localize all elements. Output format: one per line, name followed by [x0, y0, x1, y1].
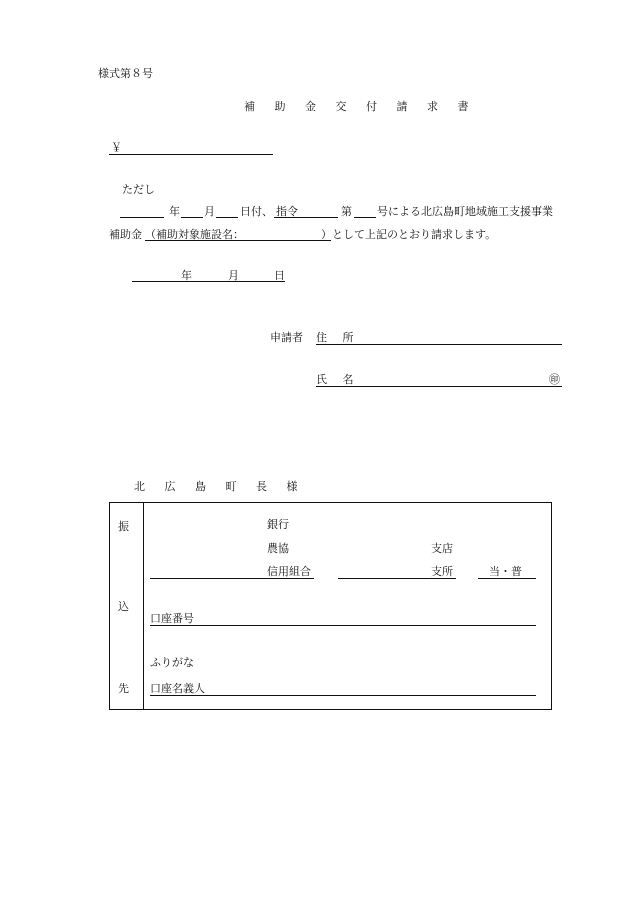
transfer-divider	[143, 502, 144, 710]
month-label: 月	[204, 205, 215, 218]
account-type-label: 当・普	[489, 565, 522, 578]
date-month: 月	[228, 269, 239, 282]
directive-label: 指令	[276, 205, 298, 218]
directive-number-blank[interactable]	[298, 217, 338, 218]
branch-office-label: 支所	[431, 565, 453, 578]
tadashi-label: ただし	[122, 183, 155, 196]
name-field[interactable]	[316, 386, 562, 387]
facility-close: ）	[321, 228, 332, 241]
transfer-char-2: 込	[118, 600, 129, 613]
month-blank[interactable]	[181, 217, 203, 218]
transfer-box	[109, 502, 552, 710]
yen-mark: ￥	[111, 141, 122, 154]
furigana-label: ふりがな	[150, 656, 194, 669]
year-label: 年	[169, 205, 180, 218]
form-number: 様式第８号	[98, 67, 153, 80]
account-number-label: 口座番号	[150, 612, 194, 625]
page-title: 補 助 金 交 付 請 求 書	[244, 100, 477, 113]
date-year: 年	[181, 269, 192, 282]
address-label: 住 所	[316, 331, 360, 344]
era-year-blank[interactable]	[120, 217, 164, 218]
addressee: 北 広 島 町 長 様	[134, 480, 306, 493]
account-holder-field[interactable]	[150, 695, 536, 696]
dai-label: 第	[341, 205, 352, 218]
go-number-blank[interactable]	[354, 217, 376, 218]
facility-label: （補助対象施設名：	[145, 228, 244, 241]
subsidy-label: 補助金	[109, 228, 142, 241]
transfer-char-1: 振	[118, 520, 129, 533]
account-number-field[interactable]	[150, 625, 536, 626]
credit-union-label: 信用組合	[267, 565, 311, 578]
date-underline[interactable]	[132, 281, 285, 282]
transfer-char-3: 先	[118, 682, 129, 695]
agri-label: 農協	[267, 542, 289, 555]
account-holder-label: 口座名義人	[150, 682, 205, 695]
seal-mark: ㊞	[549, 373, 560, 386]
applicant-label: 申請者	[270, 331, 303, 344]
closing-text: として上記のとおり請求します。	[332, 228, 497, 241]
bank-label: 銀行	[267, 518, 289, 531]
branch-label: 支店	[431, 542, 453, 555]
name-label: 氏 名	[316, 373, 360, 386]
day-dated-label: 日付、	[240, 205, 273, 218]
date-day: 日	[274, 269, 285, 282]
go-suffix-text: 号による北広島町地域施工支援事業	[377, 205, 553, 218]
amount-underline[interactable]	[109, 154, 273, 155]
address-field[interactable]	[316, 344, 562, 345]
day-blank[interactable]	[216, 217, 238, 218]
